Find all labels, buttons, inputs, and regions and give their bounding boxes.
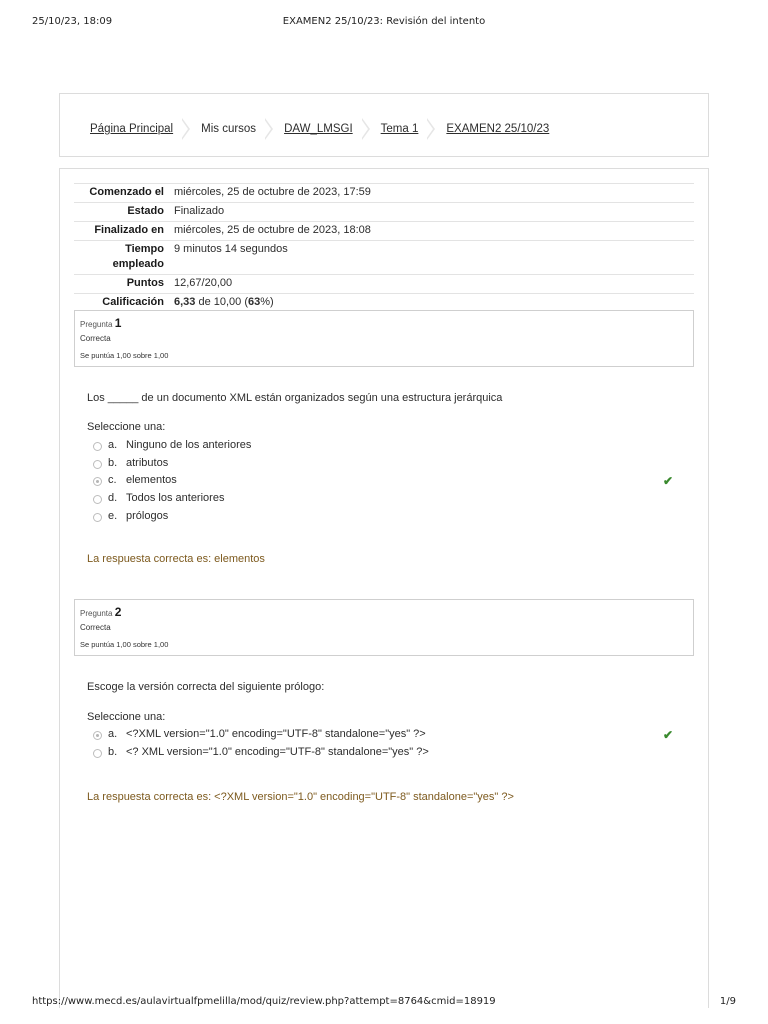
print-url: https://www.mecd.es/aulavirtualfpmelilla/mod/quiz/review.php?attempt=8764&cmid=18919	[32, 996, 496, 1007]
answer-option-a[interactable]	[93, 438, 683, 454]
answer-option-b[interactable]	[93, 456, 683, 472]
grade-score: 6,33	[174, 296, 196, 308]
radio-button[interactable]	[93, 442, 102, 451]
answer-letter: d.	[108, 492, 118, 504]
grade-percent: 63	[248, 296, 261, 308]
answer-text: atributos	[126, 457, 169, 469]
chevron-right-icon	[427, 118, 437, 140]
breadcrumb-course-link[interactable]: DAW_LMSGI	[284, 123, 353, 135]
summary-row-points	[74, 275, 694, 294]
radio-button-selected[interactable]	[93, 731, 102, 740]
breadcrumb	[90, 118, 549, 140]
checkmark-icon: ✔	[662, 474, 673, 488]
breadcrumb-quiz-link[interactable]: EXAMEN2 25/10/23	[446, 123, 550, 135]
answer-text: <? XML version="1.0" encoding="UTF-8" standalone="yes" ?>	[126, 746, 429, 758]
print-title: EXAMEN2 25/10/23: Revisión del intento	[282, 16, 486, 27]
question-label: Pregunta	[80, 320, 113, 329]
correct-answer-feedback: La respuesta correcta es: <?XML version="1.0" encoding="UTF-8" standalone="yes" ?>	[87, 791, 514, 803]
question-state: Correcta	[80, 623, 111, 632]
answer-option-b[interactable]	[93, 745, 683, 761]
summary-row-finished	[74, 222, 694, 241]
answer-letter: a.	[108, 439, 118, 451]
summary-label: Estado	[74, 203, 174, 222]
answer-prompt: Seleccione una:	[87, 421, 166, 433]
print-header	[32, 16, 736, 30]
summary-label: Puntos	[74, 275, 174, 294]
checkmark-icon: ✔	[662, 728, 673, 742]
summary-label: Tiempo empleado	[74, 241, 174, 275]
radio-button[interactable]	[93, 460, 102, 469]
radio-button[interactable]	[93, 749, 102, 758]
answer-text: elementos	[126, 474, 177, 486]
answer-letter: b.	[108, 746, 118, 758]
question-title	[80, 316, 121, 330]
summary-label: Comenzado el	[74, 184, 174, 203]
question-title	[80, 605, 121, 619]
answer-text: Ninguno de los anteriores	[126, 439, 252, 451]
answer-option-c[interactable]	[93, 473, 683, 489]
answer-letter: a.	[108, 728, 118, 740]
summary-row-time	[74, 241, 694, 275]
chevron-right-icon	[182, 118, 192, 140]
summary-value: 12,67/20,00	[174, 275, 694, 294]
breadcrumb-my-courses[interactable]: Mis cursos	[201, 123, 257, 135]
answer-option-e[interactable]	[93, 509, 683, 525]
question-info-box	[74, 310, 694, 367]
print-footer	[32, 996, 736, 1010]
answer-letter: e.	[108, 510, 118, 522]
chevron-right-icon	[265, 118, 275, 140]
breadcrumb-home-link[interactable]: Página Principal	[90, 123, 174, 135]
summary-label: Finalizado en	[74, 222, 174, 241]
chevron-right-icon	[362, 118, 372, 140]
answer-option-a[interactable]	[93, 727, 683, 743]
breadcrumb-container	[59, 93, 709, 157]
radio-button-selected[interactable]	[93, 477, 102, 486]
question-text: Los _____ de un documento XML están organizados según una estructura jerárquica	[87, 392, 503, 404]
grade-of: de 10,00 (	[195, 296, 249, 308]
summary-value: Finalizado	[174, 203, 694, 222]
answer-letter: b.	[108, 457, 118, 469]
answer-text: Todos los anteriores	[126, 492, 225, 504]
answer-text: prólogos	[126, 510, 169, 522]
radio-button[interactable]	[93, 513, 102, 522]
breadcrumb-topic-link[interactable]: Tema 1	[380, 123, 419, 135]
question-number: 1	[114, 316, 122, 330]
summary-row-started	[74, 184, 694, 203]
question-grade: Se puntúa 1,00 sobre 1,00	[80, 640, 169, 649]
question-grade: Se puntúa 1,00 sobre 1,00	[80, 351, 169, 360]
question-label: Pregunta	[80, 609, 113, 618]
answer-prompt: Seleccione una:	[87, 711, 166, 723]
summary-value: 9 minutos 14 segundos	[174, 241, 694, 275]
print-page-number: 1/9	[719, 996, 736, 1007]
print-datetime: 25/10/23, 18:09	[32, 16, 113, 27]
correct-answer-feedback: La respuesta correcta es: elementos	[87, 553, 265, 565]
question-state: Correcta	[80, 334, 111, 343]
question-info-box	[74, 599, 694, 656]
answer-letter: c.	[108, 474, 117, 486]
summary-row-state	[74, 203, 694, 222]
question-text: Escoge la versión correcta del siguiente prólogo:	[87, 681, 325, 693]
summary-label: Calificación	[74, 294, 174, 313]
summary-value: miércoles, 25 de octubre de 2023, 18:08	[174, 222, 694, 241]
summary-value: miércoles, 25 de octubre de 2023, 17:59	[174, 184, 694, 203]
question-number: 2	[114, 605, 122, 619]
radio-button[interactable]	[93, 495, 102, 504]
answer-text: <?XML version="1.0" encoding="UTF-8" standalone="yes" ?>	[126, 728, 426, 740]
attempt-summary-table	[74, 183, 694, 312]
answer-option-d[interactable]	[93, 491, 683, 507]
grade-close: %)	[260, 296, 274, 308]
